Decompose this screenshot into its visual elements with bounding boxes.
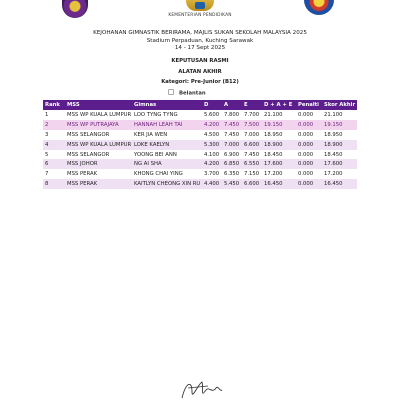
cell-final-score: 17.200 xyxy=(324,171,343,178)
cell-e-score: 6.600 xyxy=(244,141,260,148)
cell-final-score: 21.100 xyxy=(324,111,343,118)
cell-gymnast: KER JIA WEN xyxy=(134,131,168,138)
cell-e-score: 7.450 xyxy=(244,151,260,158)
table-row xyxy=(43,150,357,160)
cell-gymnast: YOONG BEI ANN xyxy=(134,151,177,158)
cell-mss: MSS SELANGOR xyxy=(67,131,110,138)
apparatus-title: ALATAN AKHIR xyxy=(178,69,222,75)
event-dates: 14 - 17 Sept 2025 xyxy=(174,45,226,52)
results-title: KEPUTUSAN RASMI xyxy=(171,58,229,64)
cell-e-score: 7.000 xyxy=(244,131,260,138)
event-header xyxy=(0,30,400,53)
cell-gymnast: LOKE KAELYN xyxy=(134,141,170,148)
state-filter[interactable] xyxy=(168,89,206,97)
cell-a-score: 5.450 xyxy=(224,181,240,188)
table-row xyxy=(43,120,357,130)
cell-mss: MSS WP KUALA LUMPUR xyxy=(67,141,132,148)
col-header-gymnast: Gimnas xyxy=(134,102,157,108)
cell-total: 19.150 xyxy=(264,121,283,128)
cell-final-score: 17.600 xyxy=(324,161,343,168)
cell-d-score: 4.100 xyxy=(204,151,220,158)
cell-final-score: 18.950 xyxy=(324,131,343,138)
cell-penalty: 0.000 xyxy=(298,111,314,118)
cell-rank: 1 xyxy=(45,111,49,118)
state-filter-label: Belantan xyxy=(179,90,206,97)
cell-penalty: 0.000 xyxy=(298,181,314,188)
table-row xyxy=(43,179,357,189)
table-row xyxy=(43,110,357,120)
col-header-penalty: Penalti xyxy=(298,102,319,108)
cell-rank: 3 xyxy=(45,131,49,138)
cell-rank: 2 xyxy=(45,121,49,128)
table-row xyxy=(43,169,357,179)
cell-mss: MSS JOHOR xyxy=(67,161,98,168)
cell-a-score: 6.900 xyxy=(224,151,240,158)
cell-total: 18.900 xyxy=(264,141,283,148)
cell-mss: MSS SELANGOR xyxy=(67,151,110,158)
cell-total: 18.950 xyxy=(264,131,283,138)
cell-a-score: 6.350 xyxy=(224,171,240,178)
cell-a-score: 6.850 xyxy=(224,161,240,168)
table-row xyxy=(43,130,357,140)
table-body xyxy=(43,110,357,189)
cell-d-score: 5.300 xyxy=(204,141,220,148)
cell-rank: 4 xyxy=(45,141,49,148)
table-header-row xyxy=(43,100,357,110)
cell-d-score: 4.200 xyxy=(204,161,220,168)
cell-mss: MSS WP PUTRAJAYA xyxy=(67,121,119,128)
signature-mark xyxy=(178,376,224,400)
cell-d-score: 4.500 xyxy=(204,131,220,138)
col-header-rank: Rank xyxy=(45,102,60,108)
cell-gymnast: LOO TYNG TYNG xyxy=(134,111,178,118)
cell-e-score: 6.600 xyxy=(244,181,260,188)
cell-final-score: 18.900 xyxy=(324,141,343,148)
cell-total: 17.600 xyxy=(264,161,283,168)
cell-a-score: 7.800 xyxy=(224,111,240,118)
table-row xyxy=(43,140,357,150)
cell-final-score: 16.450 xyxy=(324,181,343,188)
cell-mss: MSS PERAK xyxy=(67,171,98,178)
cell-gymnast: KHONG CHAI YING xyxy=(134,171,183,178)
cell-a-score: 7.000 xyxy=(224,141,240,148)
cell-d-score: 4.400 xyxy=(204,181,220,188)
col-header-d: D xyxy=(204,102,209,108)
cell-penalty: 0.000 xyxy=(298,121,314,128)
cell-e-score: 6.550 xyxy=(244,161,260,168)
cell-d-score: 3.700 xyxy=(204,171,220,178)
cell-rank: 7 xyxy=(45,171,49,178)
cell-a-score: 7.450 xyxy=(224,131,240,138)
cell-mss: MSS PERAK xyxy=(67,181,98,188)
cell-penalty: 0.000 xyxy=(298,151,314,158)
col-header-final-score: Skor Akhir xyxy=(324,102,356,108)
cell-total: 21.100 xyxy=(264,111,283,118)
cell-penalty: 0.000 xyxy=(298,161,314,168)
col-header-mss: MSS xyxy=(67,102,80,108)
col-header-a: A xyxy=(224,102,229,108)
ministry-name: KEMENTERIAN PENDIDIKAN xyxy=(168,13,232,18)
results-table xyxy=(43,100,357,189)
event-title: KEJOHANAN GIMNASTIK BERIRAMA, MAJLIS SUKAN SEKOLAH MALAYSIA 2025 xyxy=(93,30,307,36)
cell-e-score: 7.150 xyxy=(244,171,260,178)
cell-a-score: 7.450 xyxy=(224,121,240,128)
cell-penalty: 0.000 xyxy=(298,131,314,138)
cell-rank: 5 xyxy=(45,151,49,158)
cell-penalty: 0.000 xyxy=(298,141,314,148)
cell-gymnast: KAITLYN CHEONG XIN RU xyxy=(134,181,201,188)
cell-gymnast: HANNAH LEAH TAI xyxy=(134,121,183,128)
cell-d-score: 4.200 xyxy=(204,121,220,128)
col-header-total: D + A + E xyxy=(264,102,293,108)
cell-e-score: 7.700 xyxy=(244,111,260,118)
cell-penalty: 0.000 xyxy=(298,171,314,178)
cell-e-score: 7.500 xyxy=(244,121,260,128)
col-header-e: E xyxy=(244,102,248,108)
state-filter-checkbox[interactable] xyxy=(168,89,174,95)
cell-mss: MSS WP KUALA LUMPUR xyxy=(67,111,132,118)
cell-total: 16.450 xyxy=(264,181,283,188)
event-venue: Stadium Perpaduan, Kuching Sarawak xyxy=(146,37,254,44)
cell-rank: 8 xyxy=(45,181,49,188)
cell-d-score: 5.600 xyxy=(204,111,220,118)
cell-total: 17.200 xyxy=(264,171,283,178)
table-row xyxy=(43,159,357,169)
cell-final-score: 19.150 xyxy=(324,121,343,128)
cell-total: 18.450 xyxy=(264,151,283,158)
cell-gymnast: NG AI SHA xyxy=(134,161,162,168)
cell-rank: 6 xyxy=(45,161,49,168)
category-label: Kategori: Pre-Junior (B12) xyxy=(161,79,239,85)
ministry-crest-logo xyxy=(186,0,214,11)
cell-final-score: 18.450 xyxy=(324,151,343,158)
